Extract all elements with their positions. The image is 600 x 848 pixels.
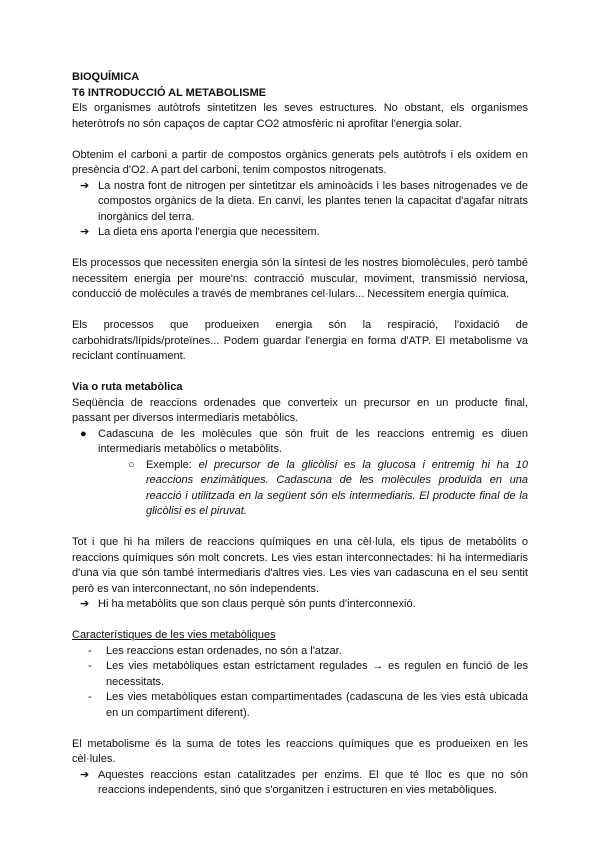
paragraph-processos-energia: Els processos que necessiten energia són la síntesi de les nostres biomolècules, però també necessitem energia per moure'ns: contracció muscular, moviment, transmissió nerviosa, conducció de molècules a través de membranes cel·lulars... Necessitem energia química. [72,257,528,300]
list-item [72,768,528,799]
arrow-icon: ➔ [80,226,90,238]
list-item [72,597,528,613]
list-item-text: Aquestes reaccions estan catalitzades per enzims. El que té lloc es que no són reaccions independents, sinó que s'organitzen i estructuren en vies metabòliques. [98,768,528,796]
paragraph-produeixen-energia: Els processos que produeixen energia són la respiració, l'oxidació de carbohidrats/lípids/proteïnes... Podem guardar l'energia en forma d'ATP. El metabolisme va reciclant contínuament. [72,319,528,362]
list-item [72,427,528,458]
example-content: el precursor de la glicòlisi es la glucosa i entremig hi ha 10 reaccions enzimàtiques. Cadascuna de les molècules produïda en una reacció i utilitzada en la següent són els intermediaris. El producte final de la glicòlisi es el piruvat. [146,458,528,517]
list-item-text: Les vies metabòliques estan compartimentades (cadascuna de les vies està ubicada en un compartiment diferent). [106,691,528,719]
paragraph-interconnexio: Tot i que hi ha milers de reaccions químiques en una cèl·lula, els tipus de metabòlits o reaccions químiques són molt concrets. Les vies estan interconnectades: hi ha intermediaris d'una via que són també intermediaris d'altres vies. Les vies van cadascuna en el seu sentit però es van interconnectant, no són independents. [72,536,528,595]
list-item [72,644,528,660]
paragraph-autotrofs: Els organismes autòtrofs sintetitzen les seves estructures. No obstant, els organismes heteròtrofs no són capaços de captar CO2 atmosfèric ni aprofitar l'energia solar. [72,102,528,130]
list-item-text: La dieta ens aporta l'energia que necessitem. [98,226,320,238]
dash-icon: - [88,660,92,672]
arrow-icon: ➔ [80,768,90,781]
list-item-text: Les vies metabòliques estan estrictament regulades → es regulen en funció de les necessitats. [106,660,528,688]
section-heading-ruta: Via o ruta metabòlica [72,381,183,393]
list-item [72,225,528,241]
paragraph-ruta: Seqüència de reaccions ordenades que converteix un precursor en un producte final, passant per diversos intermediaris metabòlics. [72,396,528,424]
example-label: Exemple: [146,458,199,471]
list-item-text: La nostra font de nitrogen per sintetitzar els aminoàcids i les bases nitrogenades ve de compostos orgànics de la dieta. En canvi, les plantes tenen la capacitat d'agafar nitrats inorgànics del terra. [98,179,528,223]
bullet-icon: ● [80,427,87,440]
arrow-icon: ➔ [80,598,90,610]
chapter-title: T6 INTRODUCCIÓ AL METABOLISME [72,86,267,99]
paragraph-carboni: Obtenim el carboni a partir de compostos orgànics generats pels autòtrofs i els oxidem en presència d'O2. A part del carboni, tenim compostos nitrogenats. [72,148,528,176]
document-page [72,70,528,799]
list-item-text: Hi ha metabòlits que son claus perquè són punts d'interconnexió. [98,598,416,610]
dash-icon: - [88,691,92,703]
section-heading-caracteristiques: Característiques de les vies metabòliques [72,629,276,641]
subject-title: BIOQUÍMICA [72,71,140,83]
list-item [72,690,528,721]
list-item [72,659,528,690]
arrow-icon: ➔ [80,179,90,192]
list-item-text: Les reaccions estan ordenades, no són a l'atzar. [106,644,342,657]
list-item-text: Cadascuna de les molècules que són fruit de les reaccions entremig es diuen intermediaris metabòlics o metabòlits. [98,427,528,455]
list-item [72,458,528,520]
paragraph-metabolisme-suma: El metabolisme és la suma de totes les reaccions químiques que es produeixen en les cèl·lules. [72,737,528,765]
circle-bullet-icon: ○ [128,458,135,471]
dash-icon: - [88,644,92,657]
example-text [146,458,528,520]
list-item [72,179,528,226]
